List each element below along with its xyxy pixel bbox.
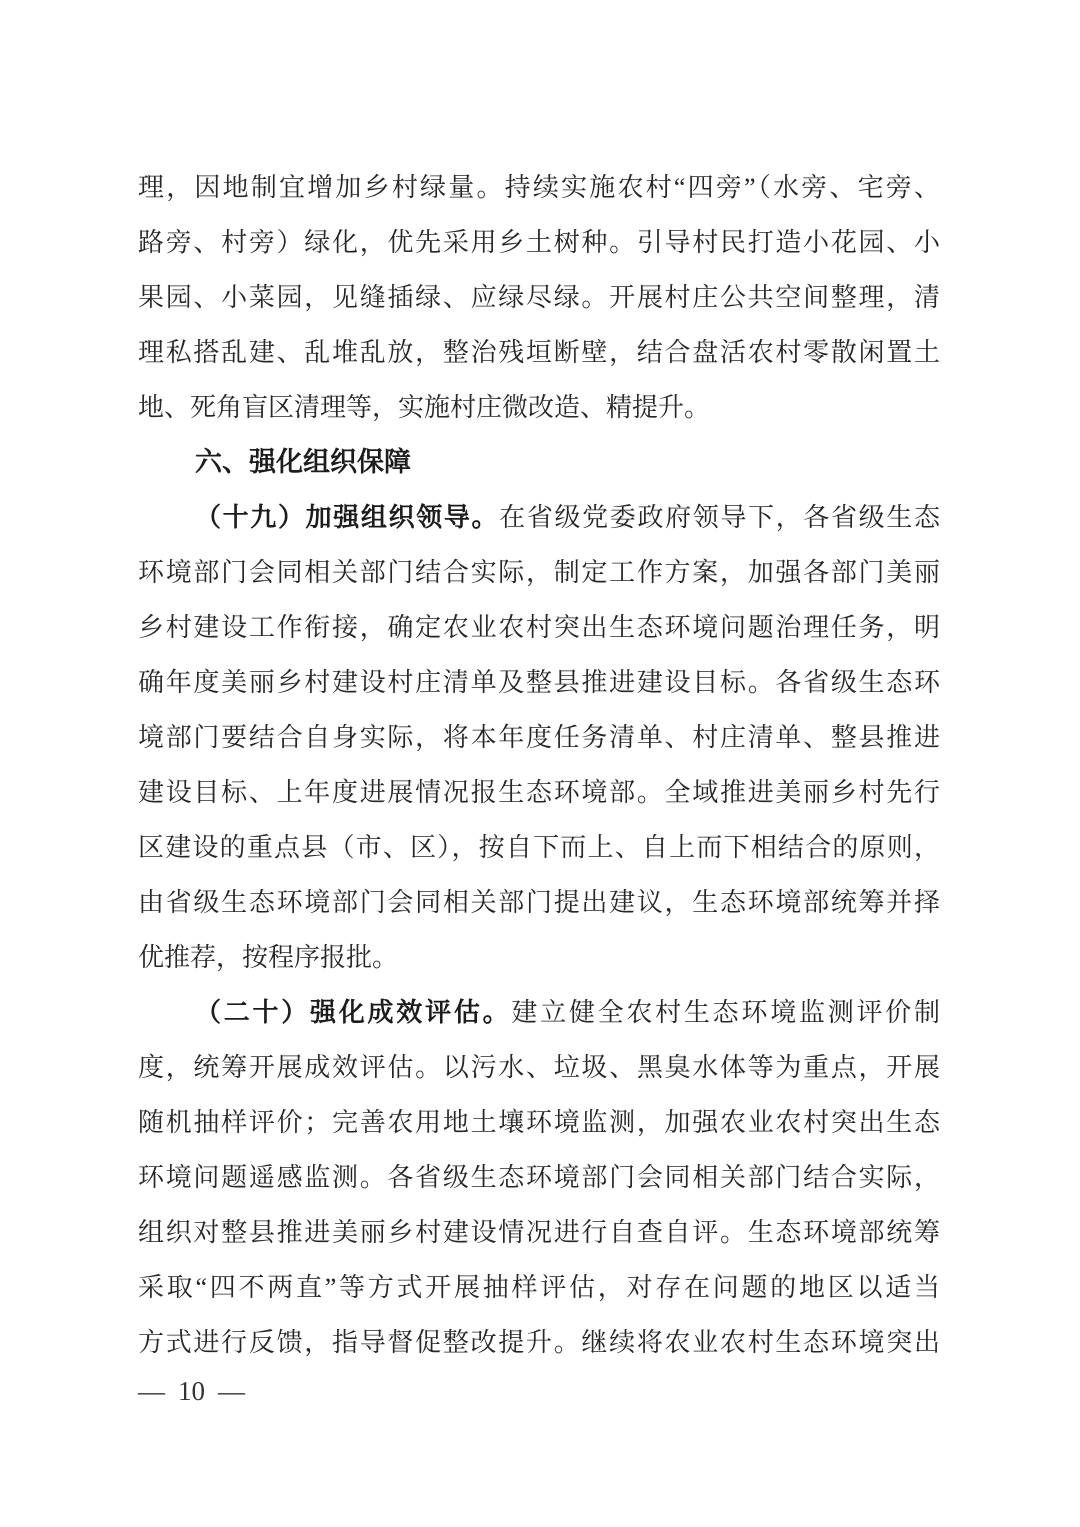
text-run: 度，统筹开展成效评估。以污水、垃圾、黑臭水体等为重点，开展 — [138, 1053, 940, 1082]
text-line — [138, 1260, 940, 1315]
text-run: 在省级党委政府领导下，各省级生态 — [499, 503, 940, 532]
text-run: 方式进行反馈，指导督促整改提升。继续将农业农村生态环境突出 — [138, 1328, 940, 1357]
text-line — [138, 1150, 940, 1205]
text-line — [138, 545, 940, 600]
footer-left-dash: — — [138, 1376, 165, 1406]
text-line — [138, 1315, 940, 1370]
text-line — [138, 985, 940, 1040]
text-run: 建设目标、上年度进展情况报生态环境部。全域推进美丽乡村先行 — [138, 778, 940, 807]
bold-text-run: （十九）加强组织领导。 — [195, 502, 500, 532]
text-line — [138, 1205, 940, 1260]
text-run: 优推荐，按程序报批。 — [138, 943, 399, 972]
text-line — [138, 1040, 940, 1095]
text-line — [138, 160, 940, 215]
text-run: 建立健全农村生态环境监测评价制 — [511, 998, 940, 1027]
text-run: 境部门要结合自身实际，将本年度任务清单、村庄清单、整县推进 — [138, 723, 940, 752]
text-line — [138, 325, 940, 380]
text-line — [138, 875, 940, 930]
page-number: 10 — [178, 1376, 205, 1406]
text-line — [138, 490, 940, 545]
text-run: 乡村建设工作衔接，确定农业农村突出生态环境问题治理任务，明 — [138, 613, 940, 642]
text-line — [138, 1095, 940, 1150]
text-run: 采取“四不两直”等方式开展抽样评估，对存在问题的地区以适当 — [138, 1273, 940, 1302]
text-run: 区建设的重点县（市、区），按自下而上、自上而下相结合的原则， — [138, 833, 940, 862]
text-run: 理私搭乱建、乱堆乱放，整治残垣断壁，结合盘活农村零散闲置土 — [138, 338, 940, 367]
text-line — [138, 930, 940, 985]
text-line — [138, 270, 940, 325]
text-line — [138, 600, 940, 655]
text-run: 随机抽样评价；完善农用地土壤环境监测，加强农业农村突出生态 — [138, 1108, 940, 1137]
text-run: 理，因地制宜增加乡村绿量。持续实施农村“四旁”（水旁、宅旁、 — [138, 173, 940, 202]
text-line — [138, 820, 940, 875]
bold-text-run: （二十）强化成效评估。 — [195, 997, 512, 1027]
bold-text-run: 六、强化组织保障 — [195, 447, 411, 477]
section-heading — [138, 435, 940, 490]
text-run: 确年度美丽乡村建设村庄清单及整县推进建设目标。各省级生态环 — [138, 668, 940, 697]
text-line — [138, 215, 940, 270]
text-run: 由省级生态环境部门会同相关部门提出建议，生态环境部统筹并择 — [138, 888, 940, 917]
text-run: 环境问题遥感监测。各省级生态环境部门会同相关部门结合实际， — [138, 1163, 940, 1192]
text-line — [138, 380, 940, 435]
text-run: 组织对整县推进美丽乡村建设情况进行自查自评。生态环境部统筹 — [138, 1218, 940, 1247]
text-line — [138, 765, 940, 820]
page-footer — [138, 1370, 940, 1412]
text-line — [138, 655, 940, 710]
text-run: 路旁、村旁）绿化，优先采用乡土树种。引导村民打造小花园、小 — [138, 228, 940, 257]
footer-right-dash: — — [218, 1376, 245, 1406]
text-run: 环境部门会同相关部门结合实际，制定工作方案，加强各部门美丽 — [138, 558, 940, 587]
document-body — [138, 160, 940, 1370]
text-run: 果园、小菜园，见缝插绿、应绿尽绿。开展村庄公共空间整理，清 — [138, 283, 940, 312]
text-run: 地、死角盲区清理等，实施村庄微改造、精提升。 — [138, 393, 711, 422]
text-line — [138, 710, 940, 765]
